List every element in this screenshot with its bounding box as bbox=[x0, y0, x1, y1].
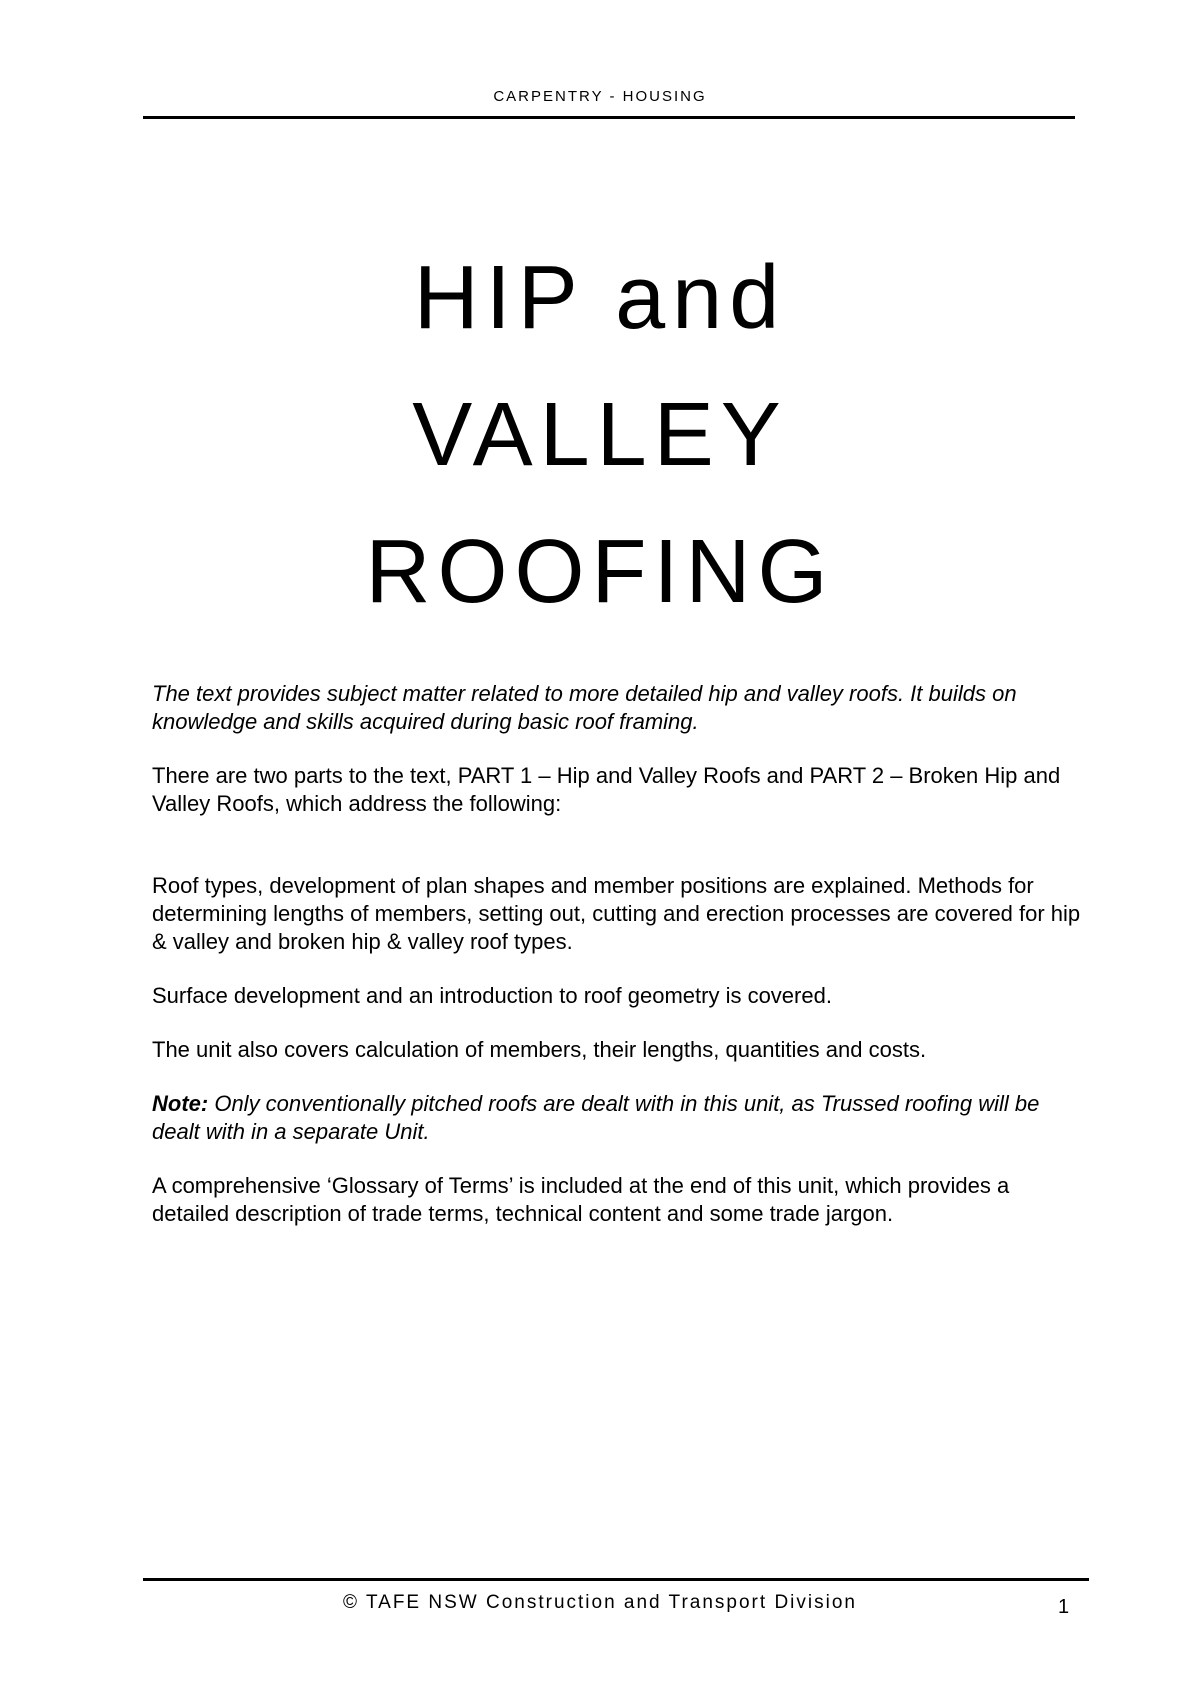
roof-types-paragraph: Roof types, development of plan shapes and member positions are explained. Methods for determining lengths of members, setting out, cutting and erection processes are covered for hip & valley and broken hip & valley roof types. bbox=[152, 873, 1081, 954]
note-paragraph bbox=[152, 1090, 1092, 1146]
note-label: Note: bbox=[152, 1091, 209, 1116]
intro-paragraph: The text provides subject matter related to more detailed hip and valley roofs. It builds on knowledge and skills acquired during basic roof framing. bbox=[152, 681, 1017, 734]
calculation-paragraph: The unit also covers calculation of members, their lengths, quantities and costs. bbox=[152, 1037, 927, 1062]
running-header: CARPENTRY - HOUSING bbox=[493, 88, 707, 105]
title-line-3: ROOFING bbox=[365, 522, 835, 622]
page-number: 1 bbox=[1058, 1596, 1070, 1618]
header-rule bbox=[143, 116, 1075, 119]
title-line-1: HIP and bbox=[413, 248, 787, 348]
body-text bbox=[152, 680, 1092, 1228]
footer-copyright: © TAFE NSW Construction and Transport Division bbox=[343, 1592, 857, 1613]
note-text: Only conventionally pitched roofs are dealt with in this unit, as Trussed roofing will be dealt with in a separate Unit. bbox=[152, 1091, 1040, 1144]
title-line-2: VALLEY bbox=[412, 385, 788, 485]
parts-paragraph: There are two parts to the text, PART 1 – Hip and Valley Roofs and PART 2 – Broken Hip and Valley Roofs, which address the following: bbox=[152, 763, 1061, 816]
glossary-paragraph: A comprehensive ‘Glossary of Terms’ is included at the end of this unit, which provides a detailed description of trade terms, technical content and some trade jargon. bbox=[152, 1173, 1010, 1226]
footer-rule bbox=[143, 1578, 1089, 1581]
page-title bbox=[0, 230, 1200, 641]
surface-paragraph: Surface development and an introduction to roof geometry is covered. bbox=[152, 983, 832, 1008]
